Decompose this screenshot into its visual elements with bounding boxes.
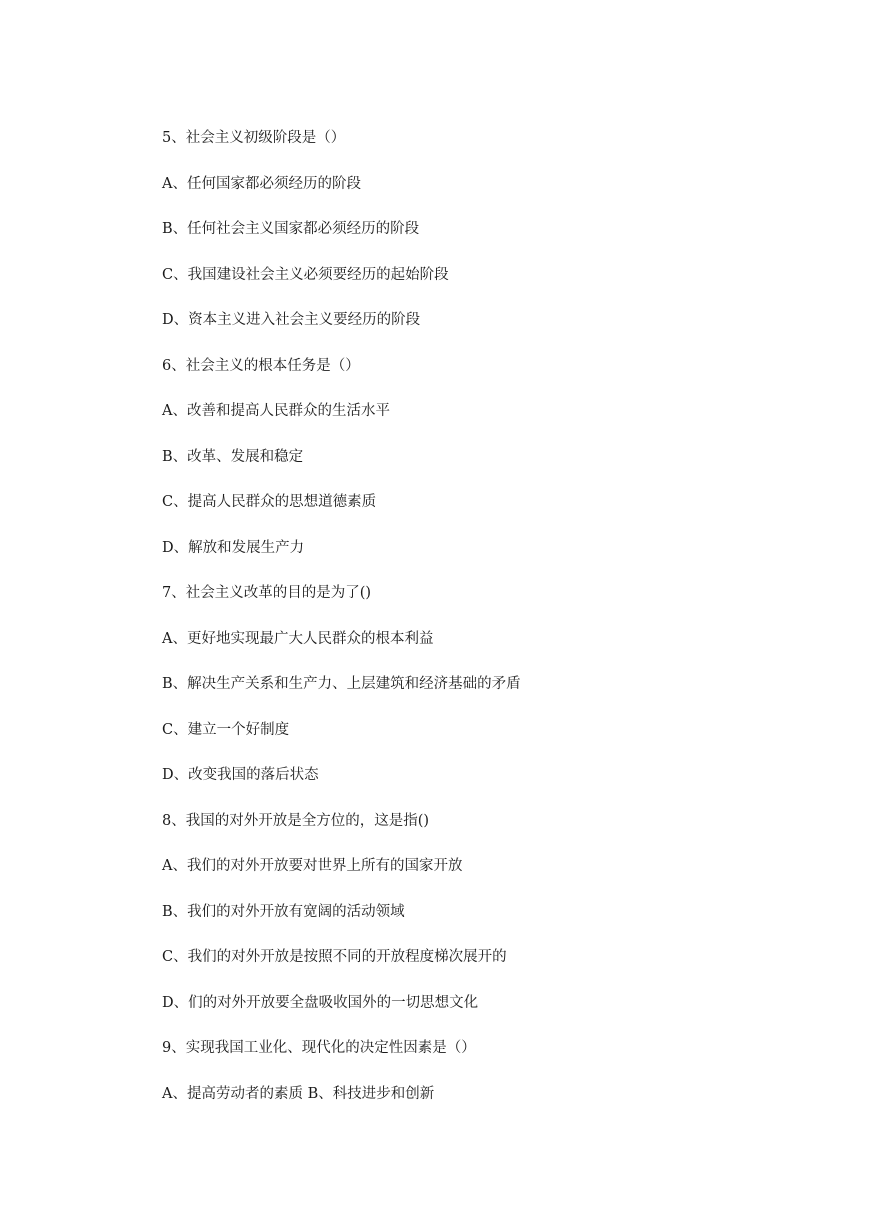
question-6-option-d: D、解放和发展生产力 [162, 539, 305, 556]
question-6-option-b: B、改革、发展和稳定 [162, 448, 304, 465]
question-9-stem: 9、实现我国工业化、现代化的决定性因素是（） [162, 1040, 476, 1056]
question-5-option-b: B、任何社会主义国家都必须经历的阶段 [162, 221, 420, 237]
question-7-option-d: D、改变我国的落后状态 [162, 767, 319, 783]
question-9-options-a-b: A、提高劳动者的素质 B、科技进步和创新 [162, 1085, 435, 1102]
question-5-stem: 5、社会主义初级阶段是（） [162, 130, 346, 146]
question-7-stem: 7、社会主义改革的目的是为了() [162, 585, 372, 601]
question-5-option-a: A、任何国家都必须经历的阶段 [162, 175, 361, 192]
question-7-option-c: C、建立一个好制度 [162, 721, 290, 738]
question-8-option-a: A、我们的对外开放要对世界上所有的国家开放 [162, 858, 463, 874]
question-6-option-c: C、提高人民群众的思想道德素质 [162, 494, 377, 510]
question-7-option-a: A、更好地实现最广大人民群众的根本利益 [162, 630, 434, 647]
question-8-stem: 8、我国的对外开放是全方位的，这是指() [162, 812, 430, 829]
question-8-option-d: D、们的对外开放要全盘吸收国外的一切思想文化 [162, 994, 479, 1011]
question-6-option-a: A、改善和提高人民群众的生活水平 [162, 403, 390, 419]
question-6-stem: 6、社会主义的根本任务是（） [162, 357, 360, 374]
question-list [162, 127, 521, 1128]
question-5-option-c: C、我国建设社会主义必须要经历的起始阶段 [162, 266, 449, 283]
question-8-option-c: C、我们的对外开放是按照不同的开放程度梯次展开的 [162, 949, 507, 965]
question-8-option-b: B、我们的对外开放有宽阔的活动领域 [162, 903, 405, 920]
question-5-option-d: D、资本主义进入社会主义要经历的阶段 [162, 312, 421, 328]
question-7-option-b: B、解决生产关系和生产力、上层建筑和经济基础的矛盾 [162, 676, 521, 692]
